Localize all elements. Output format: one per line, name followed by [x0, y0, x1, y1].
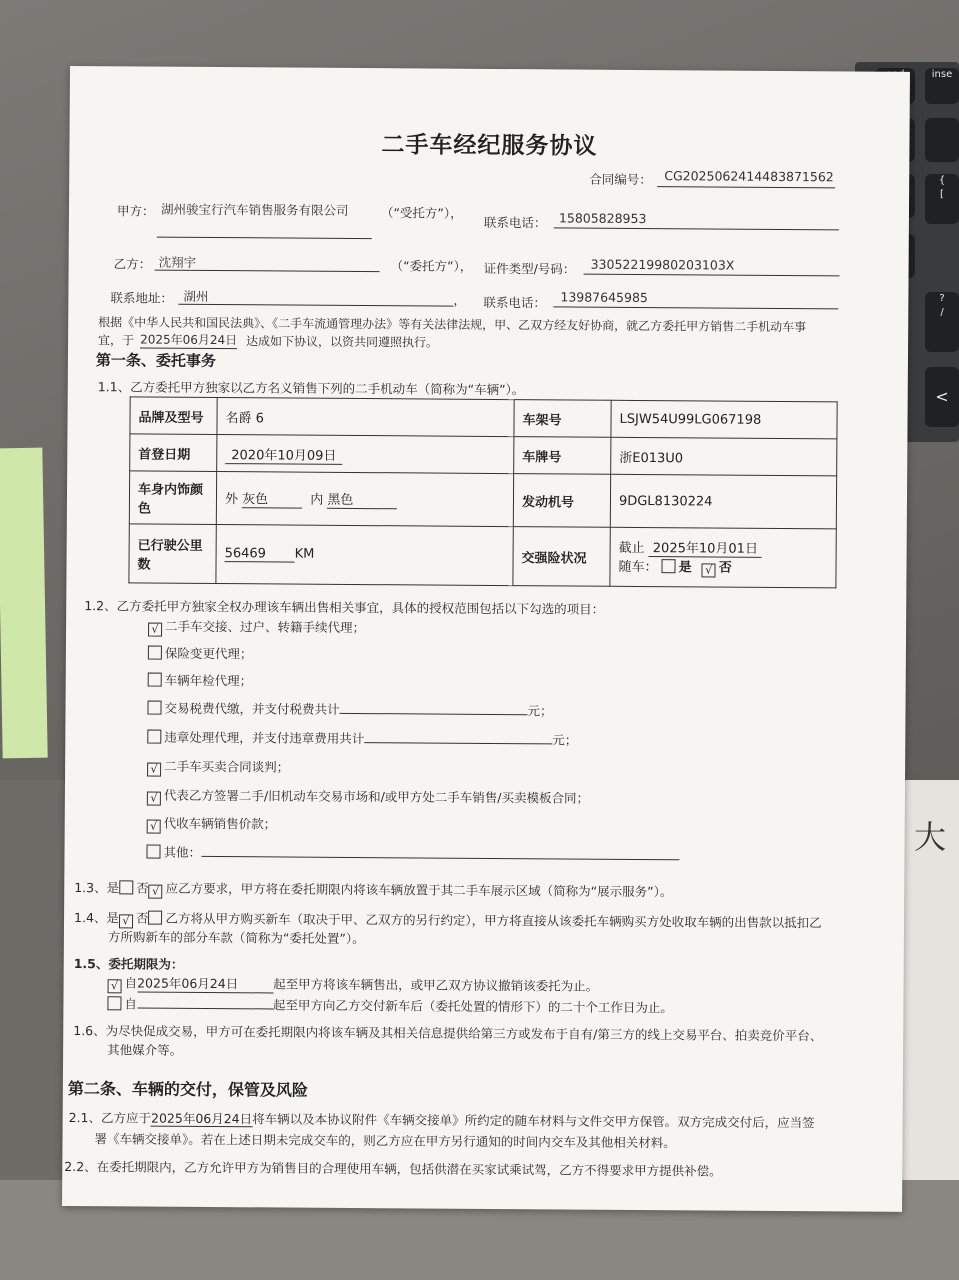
mileage-cell — [216, 525, 513, 586]
address-label: 联系地址： — [110, 290, 173, 306]
option-insurance — [148, 644, 253, 663]
key-blank-2 — [925, 118, 959, 162]
reg-date-cell — [217, 435, 514, 474]
option-violation-label: 违章处理代理，并支付违章费用共计 — [164, 729, 365, 747]
party-b-name: 沈翔宇 — [158, 254, 197, 270]
engine-value: 9DGL8130224 — [610, 474, 836, 529]
clause-1-5-a-text: 起至甲方将该车辆售出，或甲乙双方协议撤销该委托为止。 — [273, 976, 599, 994]
interior-color: 黑色 — [327, 489, 397, 509]
key-bracket: { [ — [925, 174, 959, 224]
clause-2-1-line-1 — [69, 1108, 815, 1131]
doc-title: 二手车经纪服务协议 — [381, 132, 598, 160]
clause-1-3-text: 应乙方要求，甲方将在委托期限内将该车辆放置于其二手车展示区域（简称为“展示服务”）。 — [165, 880, 673, 900]
party-b-phone-label: 联系电话： — [483, 294, 546, 311]
clause-1-5-b-text: 起至甲方向乙方交付新车后（委托处置的情形下）的二十个工作日为止。 — [272, 997, 674, 1016]
exterior-color: 灰色 — [242, 488, 302, 508]
option-insurance-checkbox[interactable] — [148, 646, 162, 660]
party-a-line — [157, 237, 372, 240]
key-insert: inse — [925, 68, 959, 104]
address-line — [178, 304, 453, 307]
clause-1-5-b-from: 自 — [124, 996, 138, 1012]
insurance-label: 交强险状况 — [513, 527, 610, 587]
option-inspection-checkbox[interactable] — [148, 673, 162, 687]
engine-label: 发动机号 — [513, 474, 610, 528]
option-tax-blank — [339, 701, 527, 715]
preamble-line-2-end: 达成如下协议，以资共同遵照执行。 — [246, 334, 439, 350]
option-tax-checkbox[interactable] — [147, 701, 161, 715]
clause-2-1-line-2: 署《车辆交接单》。若在上述日期未完成交车的，则乙方应在甲方另行通知的时间内交车及其他相关材料。 — [94, 1131, 676, 1151]
mileage-value: 56469 — [225, 546, 295, 562]
option-sign-contract-label: 代表乙方签署二手/旧机动车交易市场和/或甲方处二手车销售/买卖模板合同； — [163, 787, 590, 806]
option-collect-payment — [147, 814, 277, 835]
option-violation-suffix: 元； — [552, 732, 578, 748]
id-label: 证件类型/号码： — [483, 260, 576, 277]
with-car-yes-checkbox[interactable] — [662, 559, 676, 573]
option-tax-suffix: 元； — [527, 703, 553, 719]
option-sign-contract-checkbox[interactable]: √ — [147, 792, 161, 806]
option-violation-checkbox[interactable] — [147, 730, 161, 744]
article-2-title: 第二条、车辆的交付，保管及风险 — [67, 1079, 308, 1100]
handwriting: 大 — [914, 818, 947, 856]
preamble-date: 2025年06月24日 — [140, 332, 238, 348]
clause-1-4-text-2: 方所购新车的部分车款（简称为“委托处置”）。 — [107, 929, 365, 947]
option-tax-label: 交易税费代缴，并支付税费共计 — [164, 700, 340, 717]
plate-value: 浙E013U0 — [611, 437, 837, 476]
clause-2-1-date: 2025年06月24日 — [150, 1110, 253, 1127]
clause-1-5-a-from: 自 — [124, 975, 138, 991]
party-b-line — [155, 270, 380, 273]
reg-date-label: 首登日期 — [130, 434, 217, 472]
clause-1-3-yes-label: 是 — [106, 880, 120, 896]
vin-label: 车架号 — [514, 400, 611, 438]
contract-no-label: 合同编号： — [589, 171, 652, 188]
option-violation — [147, 728, 577, 749]
model-label: 品牌及型号 — [130, 397, 217, 435]
clause-1-1: 1.1、乙方委托甲方独家以乙方名义销售下列的二手机动车（简称为“车辆”）。 — [97, 379, 525, 398]
option-violation-blank — [364, 730, 552, 744]
option-other-label: 其他： — [163, 844, 202, 860]
party-a-name: 湖州骏宝行汽车销售服务有限公司 — [160, 201, 349, 218]
mileage-unit: KM — [294, 546, 315, 562]
exterior-label: 外 — [224, 492, 239, 508]
contract-document — [62, 66, 910, 1212]
party-a-phone-label: 联系电话： — [483, 214, 547, 231]
key-left-arrow: < — [925, 367, 959, 427]
clause-1-6-cont: 其他媒介等。 — [107, 1042, 183, 1058]
clause-1-3-no-label: 否 — [136, 880, 149, 896]
sticky-note — [0, 448, 48, 759]
clause-1-4-no-label: 否 — [135, 910, 149, 926]
party-a-role: （“受托方”）， — [380, 205, 463, 221]
vehicle-table — [128, 396, 837, 588]
with-car-yes-label: 是 — [678, 560, 692, 576]
color-cell — [216, 472, 513, 527]
clause-1-5-option-b — [107, 994, 673, 1016]
clause-2-1-text: 将车辆以及本协议附件《车辆交接单》所约定的随车材料与文件交甲方保管。双方完成交付后，应当签 — [252, 1111, 815, 1131]
option-other-blank — [201, 844, 679, 860]
contract-no: CG2025062414483871562 — [664, 168, 834, 185]
address: 湖州 — [183, 288, 209, 304]
option-transfer-label: 二手车交接、过户、转籍手续代理； — [165, 618, 366, 636]
party-b-label: 乙方： — [113, 256, 152, 272]
clause-2-1-start: 2.1、乙方应于 — [68, 1110, 152, 1126]
address-comma: ， — [453, 292, 466, 308]
option-inspection-label: 车辆年检代理； — [164, 672, 253, 689]
vin-value: LSJW54U99LG067198 — [611, 400, 837, 439]
article-1-title: 第一条、委托事务 — [95, 351, 217, 371]
model-value: 名爵 6 — [217, 398, 514, 437]
clause-1-5-option-a — [108, 973, 599, 996]
clause-1-5-b-checkbox[interactable] — [107, 996, 121, 1010]
with-car-no-label: 否 — [718, 560, 732, 576]
option-tax — [147, 699, 552, 720]
preamble-line-1: 根据《中华人民共和国民法典》、《二手车流通管理办法》等有关法律法规，甲、乙双方经友好协商，就乙方委托甲方销售二手机动车事 — [98, 315, 807, 335]
option-other-checkbox[interactable] — [146, 845, 160, 859]
option-inspection — [148, 671, 253, 690]
clause-1-3-yes-checkbox[interactable] — [119, 880, 133, 894]
option-negotiation-checkbox[interactable]: √ — [147, 763, 161, 777]
clause-1-5-a-checkbox[interactable]: √ — [108, 979, 122, 993]
option-sign-contract — [147, 786, 589, 809]
option-collect-payment-checkbox[interactable]: √ — [147, 820, 161, 834]
option-other — [146, 843, 679, 865]
option-insurance-label: 保险变更代理； — [164, 645, 253, 662]
clause-1-3-num: 1.3、 — [74, 880, 107, 896]
clause-1-4-num: 1.4、 — [74, 910, 107, 926]
clause-1-4-text: 乙方将从甲方购买新车（取决于甲、乙双方的另行约定），甲方将直接从该委托车辆购买方处收取车辆的出售款以抵扣乙 — [165, 910, 822, 931]
with-car-no-checkbox[interactable]: √ — [702, 563, 716, 577]
insurance-until-date: 2025年10月01日 — [649, 541, 762, 558]
party-a-phone-line — [554, 227, 839, 230]
insurance-until-label: 截止 — [618, 540, 645, 557]
clause-1-3 — [74, 878, 672, 902]
option-negotiation-label: 二手车买卖合同谈判； — [164, 758, 290, 775]
party-a-phone: 15805828953 — [558, 210, 647, 227]
id-line — [584, 274, 840, 277]
id-number: 33052219980203103X — [590, 256, 735, 273]
clause-1-3-no-checkbox[interactable]: √ — [149, 885, 163, 899]
option-transfer — [148, 617, 365, 639]
contract-no-line — [657, 186, 835, 188]
clause-1-5-b-date-blank — [137, 995, 273, 1009]
party-b-phone: 13987645985 — [560, 289, 648, 306]
party-b-phone-line — [553, 306, 838, 309]
clause-1-4-yes-label: 是 — [106, 910, 120, 926]
option-collect-payment-label: 代收车辆销售价款； — [163, 815, 277, 832]
clause-1-2: 1.2、乙方委托甲方独家全权办理该车辆出售相关事宜，具体的授权范围包括以下勾选的项目： — [84, 598, 605, 617]
key-slash: ? / — [925, 292, 959, 352]
clause-1-4-no-checkbox[interactable] — [148, 911, 162, 925]
preamble-line-2-start: 宜，于 — [98, 333, 135, 348]
party-a-label: 甲方： — [116, 203, 155, 219]
mileage-label: 已行驶公里数 — [129, 524, 216, 584]
party-b-role: （“委托方”）， — [390, 258, 473, 274]
clause-2-2: 2.2、在委托期限内，乙方允许甲方为销售目的合理使用车辆，包括供潜在买家试乘试驾，乙方不得要求甲方提供补偿。 — [64, 1158, 722, 1179]
clause-1-5-a-date: 2025年06月24日 — [137, 973, 273, 993]
clause-1-6: 1.6、为尽快促成交易，甲方可在委托期限内将该车辆及其相关信息提供给第三方或发布于自有/第三方的线上交易平台、拍卖竞价平台、 — [73, 1023, 823, 1044]
color-label: 车身内饰颜色 — [129, 471, 216, 525]
insurance-cell — [610, 527, 836, 588]
reg-date-value: 2020年10月09日 — [225, 448, 342, 465]
interior-label: 内 — [310, 492, 324, 508]
clause-1-5-title: 1.5、委托期限为： — [73, 956, 184, 972]
option-transfer-checkbox[interactable]: √ — [148, 623, 162, 637]
option-negotiation — [147, 757, 289, 778]
with-car-label: 随车： — [618, 559, 658, 576]
plate-label: 车牌号 — [514, 437, 611, 475]
clause-1-4-yes-checkbox[interactable]: √ — [119, 914, 133, 928]
